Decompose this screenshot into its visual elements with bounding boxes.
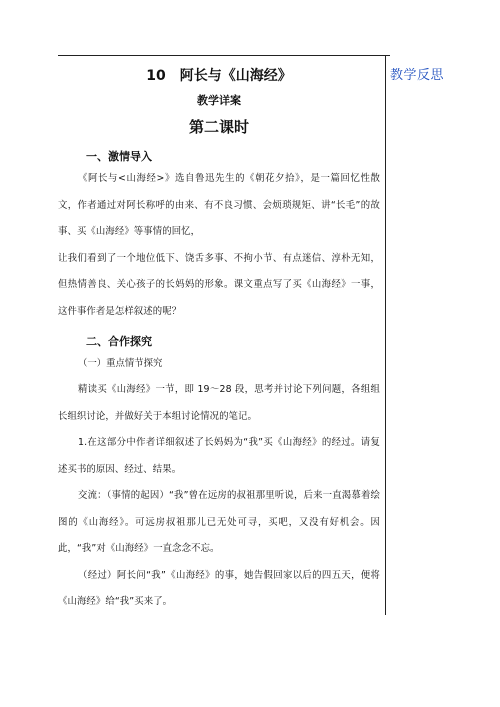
section-heading-cooperation: 二、合作探究 bbox=[86, 335, 152, 348]
paragraph: （经过）阿长问“我”《山海经》的事，她告假回家以后的四五天，便将《山海经》给“我”买来了。 bbox=[58, 569, 380, 607]
paragraph: 精读买《山海经》一节，即 19～28 段，思考并讨论下列问题，各组组长组织讨论，并做好关于本组讨论情况的笔记。 bbox=[58, 384, 380, 422]
subsection-heading: （一）重点情节探究 bbox=[78, 358, 163, 369]
column-divider bbox=[385, 55, 386, 615]
paragraph: 《阿长与<山海经>》选自鲁迅先生的《朝花夕拾》，是一篇回忆性散文，作者通过对阿长称呼的由来、有不良习惯、会烦琐规矩、讲“长毛”的故事、买《山海经》等事情的回忆， bbox=[58, 173, 380, 237]
teaching-reflection-label: 教学反思 bbox=[390, 68, 445, 83]
class-period: 第二课时 bbox=[188, 118, 249, 136]
lesson-content bbox=[58, 64, 380, 616]
paragraph: 交流：（事情的起因）“我”曾在远房的叔祖那里听说，后来一直渴慕着绘图的《山海经》。可远房叔祖那儿已无处可寻，买吧，又没有好机会。因此，“我”对《山海经》一直念念不忘。 bbox=[58, 490, 380, 554]
lesson-title: 10 阿长与《山海经》 bbox=[146, 68, 292, 84]
lesson-subtitle: 教学详案 bbox=[197, 94, 241, 107]
paragraph: 让我们看到了一个地位低下、饶舌多事、不拘小节、有点迷信、淳朴无知，但热情善良、关心孩子的长妈妈的形象。课文重点写了买《山海经》一事，这件事作者是怎样叙述的呢？ bbox=[58, 252, 380, 317]
section-heading-intro: 一、激情导入 bbox=[86, 150, 152, 163]
top-rule bbox=[58, 55, 390, 56]
paragraph: 1.在这部分中作者详细叙述了长妈妈为“我”买《山海经》的经过。请复述买书的原因、经过、结果。 bbox=[58, 437, 380, 475]
